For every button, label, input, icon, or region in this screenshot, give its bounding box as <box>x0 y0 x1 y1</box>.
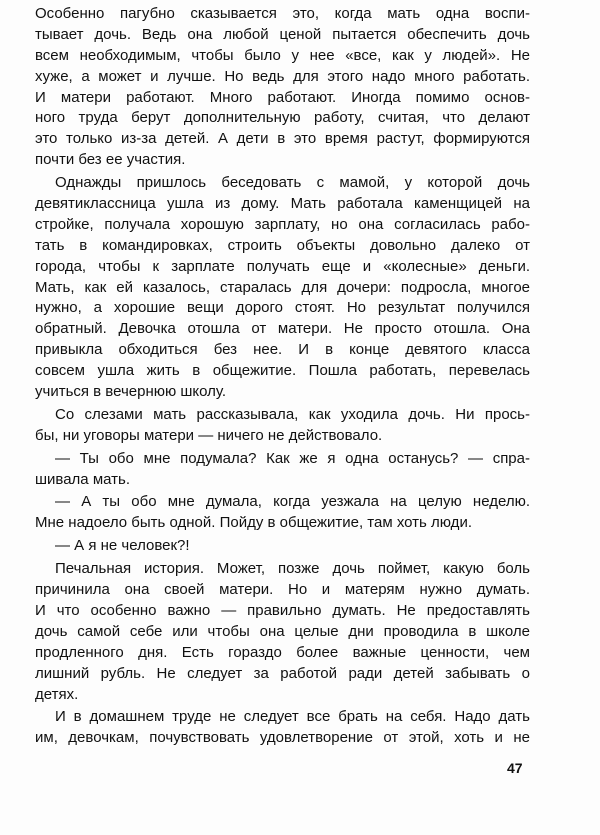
text-line: бы, ни уговоры матери — ничего не действовало. <box>35 426 383 444</box>
text-line: совсем ушла жить в общежитие. Пошла работать, перевелась <box>35 362 530 380</box>
dialogue-paragraph <box>35 449 530 491</box>
text-line: лишний рубль. Не следует за работой ради детей забывать о <box>35 664 530 682</box>
text-line: города, чтобы к зарплате получать еще и «колесные» деньги. <box>35 257 530 275</box>
text-line: — А ты обо мне думала, когда уезжала на целую неделю. <box>55 493 530 511</box>
text-line: продленного дня. Есть гораздо более важные ценности, чем <box>35 643 530 661</box>
dialogue-paragraph <box>35 492 530 534</box>
body-text <box>35 4 530 749</box>
paragraph <box>35 707 530 749</box>
text-line: Однажды пришлось беседовать с мамой, у которой дочь <box>55 174 530 192</box>
text-line: тывает дочь. Ведь она любой ценой пытается обеспечить дочь <box>35 25 530 43</box>
text-line: дочь самой себе или чтобы она целые дни проводила в школе <box>35 622 530 640</box>
paragraph <box>35 559 530 705</box>
text-line: И что особенно важно — правильно думать. Не предоставлять <box>35 601 530 619</box>
text-line: Мать, как ей казалось, старалась для дочери: подросла, многое <box>35 278 530 296</box>
paragraph <box>35 405 530 447</box>
text-line: учиться в вечернюю школу. <box>35 383 227 401</box>
text-line: это только из-за детей. А дети в это время растут, формируются <box>35 130 530 148</box>
text-line: Со слезами мать рассказывала, как уходила дочь. Ни прось- <box>55 405 530 423</box>
text-line: детях. <box>35 685 79 703</box>
text-line: причинила она своей матери. Но и матерям нужно думать. <box>35 581 530 599</box>
text-line: шивала мать. <box>35 470 130 488</box>
text-line: Мне надоело быть одной. Пойду в общежитие, там хоть люди. <box>35 514 472 532</box>
text-line: — А я не человек?! <box>55 537 190 555</box>
text-line: — Ты обо мне подумала? Как же я одна останусь? — спра- <box>55 449 530 467</box>
paragraph <box>35 4 530 171</box>
text-line: привыкла обходиться без нее. И в конце девятого класса <box>35 341 530 359</box>
text-line: ного труда берут дополнительную работу, считая, что делают <box>35 109 530 127</box>
text-line: И матери работают. Много работают. Иногда помимо основ- <box>35 88 530 106</box>
text-line: им, девочкам, почувствовать удовлетворение от этой, хоть и не <box>35 729 530 747</box>
text-line: нужно, а хорошие вещи дорого стоят. Но результат получился <box>35 299 530 317</box>
dialogue-paragraph <box>35 536 530 557</box>
page-number: 47 <box>507 760 523 776</box>
text-line: хуже, а может и лучше. Но ведь для этого надо много работать. <box>35 67 530 85</box>
text-line: почти без ее участия. <box>35 151 186 169</box>
text-line: Особенно пагубно сказывается это, когда мать одна воспи- <box>35 5 530 22</box>
text-line: стройке, получала хорошую зарплату, но она согласилась рабо- <box>35 215 530 233</box>
text-line: Печальная история. Может, позже дочь поймет, какую боль <box>55 560 530 578</box>
text-line: обратный. Девочка отошла от матери. Не просто отошла. Она <box>35 320 530 338</box>
text-line: тать в командировках, строить объекты довольно далеко от <box>35 236 530 254</box>
text-line: девятиклассница ушла из дому. Мать работала каменщицей на <box>35 195 530 213</box>
paragraph <box>35 173 530 403</box>
text-line: И в домашнем труде не следует все брать на себя. Надо дать <box>55 708 530 726</box>
text-line: всем необходимым, чтобы было у нее «все, как у людей». Не <box>35 46 530 64</box>
